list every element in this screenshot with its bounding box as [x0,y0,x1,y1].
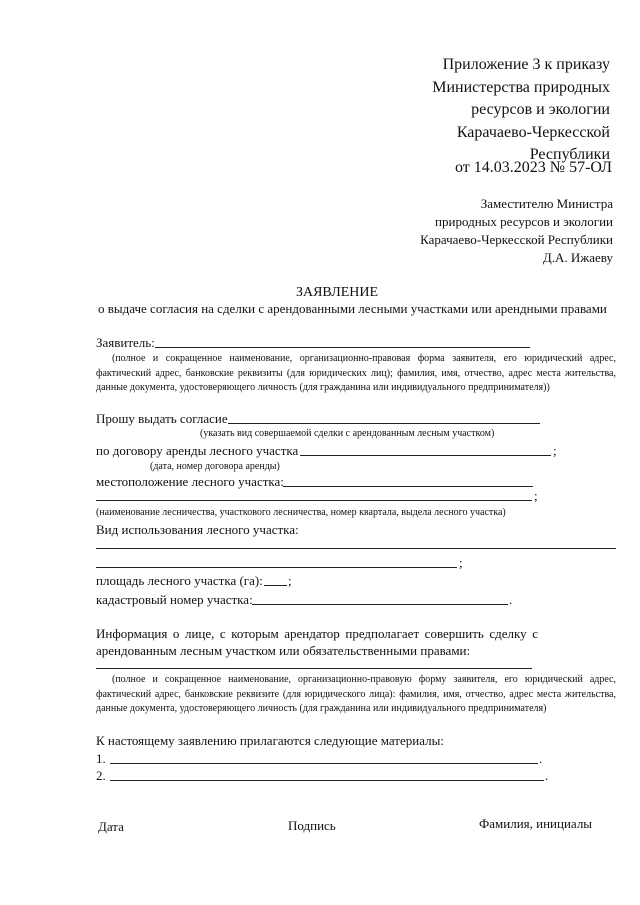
consent-label: Прошу выдать согласие [96,411,228,426]
addressee-line-4: Д.А. Ижаеву [542,250,613,265]
contract-end: ; [553,443,557,458]
location-field-1[interactable] [283,486,533,487]
annex-line-1: Приложение 3 к приказу [442,56,610,73]
usage-label: Вид использования лесного участка: [96,522,299,537]
usage-field-1[interactable] [96,548,616,549]
applicant-hint: (полное и сокращенное наименование, организационно-правовая форма заявителя, его юридический адрес, фактический адрес, банковские реквизиты (для юридических лиц); фамилия, имя, отчество, адрес места жительства, данные документа, удостоверяющего личность (для гражданина или индивидуального предпринимателя)) [96,353,616,393]
area-field[interactable] [264,585,287,586]
info-hint: (полное и сокращенное наименование, организационно-правовую форму заявителя, его юридический адрес, фактический адрес, банковские реквизите (для юридического лица): фамилия, имя, отчество, адрес места жительства, данные документа, удостоверяющего личность (для гражданина или индивидуального предпринимателя) [96,674,616,714]
location-end: ; [534,488,538,503]
info-line-1: Информация о лице, с которым арендатор предполагает совершить сделку с [96,626,538,641]
cadastral-field[interactable] [252,604,508,605]
attachment-2-end: . [545,768,549,783]
attachment-1-end: . [539,751,543,766]
signature-name-label: Фамилия, инициалы [479,816,593,831]
attachment-2-number: 2. [96,768,106,783]
document-subtitle: о выдаче согласия на сделки с арендованными лесными участками или арендными правами [98,301,607,316]
applicant-label: Заявитель: [96,335,155,350]
location-hint: (наименование лесничества, участкового лесничества, номер квартала, выдела лесного участка) [96,507,506,518]
attachment-1-field[interactable] [110,763,538,764]
info-line-2: арендованным лесным участком или обязательственными правами: [96,643,471,658]
attachments-label: К настоящему заявлению прилагаются следующие материалы: [96,733,444,748]
addressee-line-1: Заместителю Министра [480,196,613,211]
usage-field-2[interactable] [96,567,457,568]
cadastral-label: кадастровый номер участка: [96,592,253,607]
usage-end: ; [459,555,463,570]
annex-date-prefix: от [455,159,470,176]
annex-line-2: Министерства природных [432,79,610,96]
info-field[interactable] [96,668,532,669]
contract-hint: (дата, номер договора аренды) [150,461,280,472]
consent-hint: (указать вид совершаемой сделки с арендованным лесным участком) [200,428,495,439]
cadastral-end: . [509,592,513,607]
annex-date-number: 14.03.2023 № 57-ОЛ [473,159,612,176]
attachment-1-number: 1. [96,751,106,766]
attachment-2-field[interactable] [110,780,544,781]
annex-line-3: ресурсов и экологии [471,101,610,118]
applicant-field[interactable] [155,347,530,348]
location-field-2[interactable] [96,500,532,501]
area-end: ; [288,573,292,588]
area-label: площадь лесного участка (га): [96,573,263,588]
addressee-line-3: Карачаево-Черкесской Республики [420,232,613,247]
addressee-line-2: природных ресурсов и экологии [435,214,613,229]
consent-field[interactable] [228,423,540,424]
annex-line-5: Республики [529,146,610,163]
document-title: ЗАЯВЛЕНИЕ [295,285,379,300]
contract-field[interactable] [300,455,551,456]
contract-label: по договору аренды лесного участка [96,443,299,458]
location-label: местоположение лесного участка: [96,474,284,489]
signature-sign-label: Подпись [288,818,336,833]
annex-line-4: Карачаево-Черкесской [456,124,610,141]
signature-date-label: Дата [98,819,124,834]
